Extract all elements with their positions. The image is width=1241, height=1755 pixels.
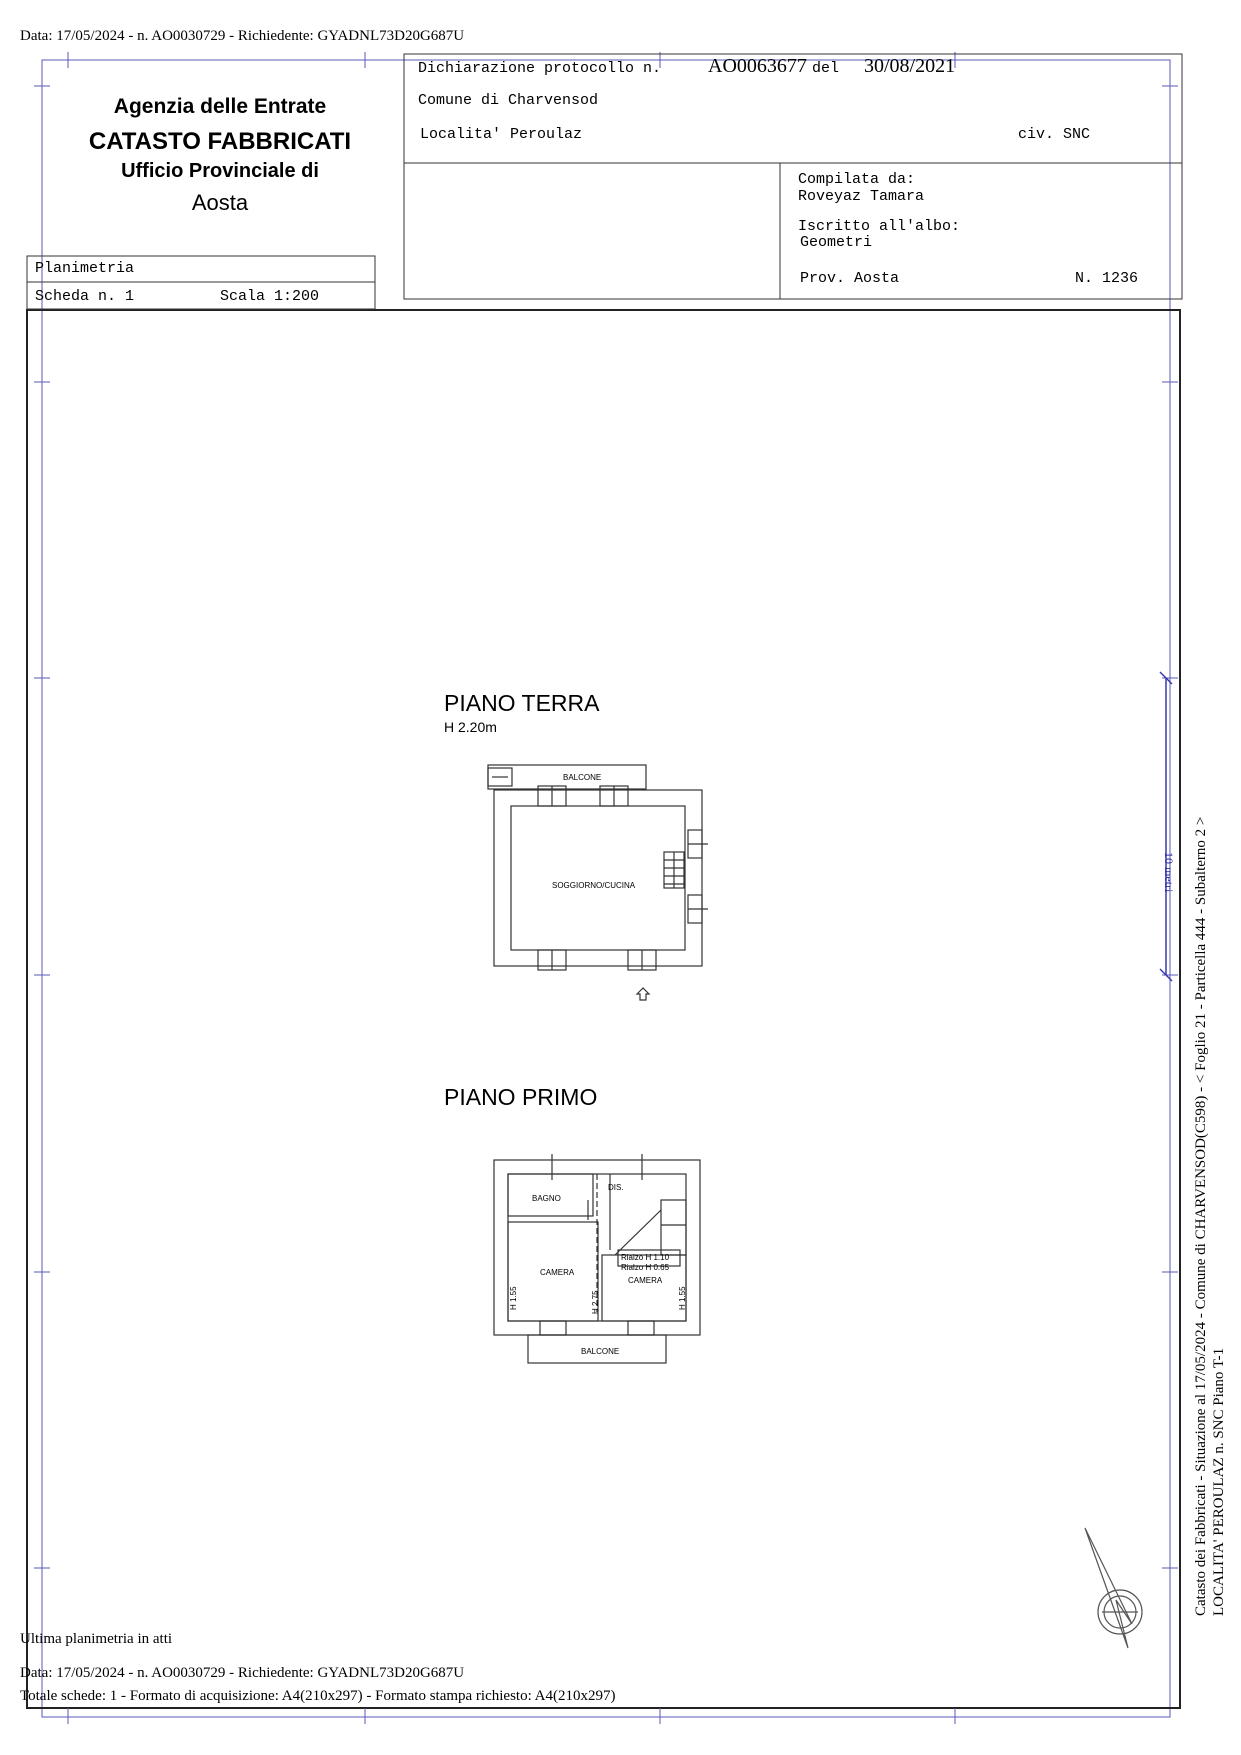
dis-label: DIS.	[608, 1183, 624, 1192]
first-balcony-label: BALCONE	[581, 1347, 620, 1356]
ground-floor-title: PIANO TERRA	[444, 690, 600, 716]
first-floor-plan	[494, 1154, 700, 1363]
del-label: del	[812, 60, 840, 77]
iscrizione-number: N. 1236	[1075, 270, 1139, 287]
localita: Localita' Peroulaz	[420, 126, 583, 143]
civico: civ. SNC	[1018, 126, 1091, 143]
camera1-label: CAMERA	[540, 1268, 575, 1277]
agency-name: Agenzia delle Entrate	[113, 95, 327, 118]
ground-floor-height: H 2.20m	[444, 719, 497, 735]
rialzo1-label: Rialzo H 1.10	[621, 1253, 670, 1262]
north-arrow-icon	[1085, 1528, 1142, 1648]
first-floor-title: PIANO PRIMO	[444, 1084, 598, 1110]
header-line: Data: 17/05/2024 - n. AO0030729 - Richiedente: GYADNL73D20G687U	[20, 28, 465, 44]
catasto-title: CATASTO FABBRICATI	[88, 128, 352, 155]
rialzo2-label: Rialzo H 0.65	[621, 1263, 670, 1272]
protocollo-date: 30/08/2021	[864, 55, 956, 77]
protocollo-number: AO0063677	[708, 55, 807, 77]
provincia: Prov. Aosta	[800, 270, 900, 287]
ground-room-label: SOGGIORNO/CUCINA	[552, 881, 636, 890]
scala-label: Scala 1:200	[220, 288, 320, 305]
ufficio-city: Aosta	[191, 190, 249, 215]
ufficio-label: Ufficio Provinciale di	[121, 160, 319, 182]
side-info-line2: LOCALITA' PEROULAZ n. SNC Piano T-1	[1211, 1347, 1227, 1616]
scale-bar-label: 10 metri	[1162, 852, 1176, 893]
bagno-label: BAGNO	[532, 1194, 561, 1203]
side-info-line1: Catasto dei Fabbricati - Situazione al 17/05/2024 - Comune di CHARVENSOD(C598) - < Foglio 21 - Particella 444 - Subalterno 2 >	[1193, 816, 1209, 1616]
comune: Comune di Charvensod	[418, 92, 599, 109]
camera2-height-label: H 1.55	[678, 1286, 687, 1310]
camera1-height-label: H 1.55	[509, 1286, 518, 1310]
iscritto-label: Iscritto all'albo:	[798, 218, 961, 235]
camera1-height2-label: H 2.75	[591, 1290, 600, 1314]
scheda-label: Scheda n. 1	[35, 288, 135, 305]
footer-totale: Totale schede: 1 - Formato di acquisizione: A4(210x297) - Formato stampa richiesto: A4(210x297)	[20, 1688, 616, 1704]
planimetria-label: Planimetria	[35, 260, 135, 277]
footer-data: Data: 17/05/2024 - n. AO0030729 - Richiedente: GYADNL73D20G687U	[20, 1665, 465, 1681]
footer-last-plan: Ultima planimetria in atti	[20, 1631, 173, 1647]
compiler-name: Roveyaz Tamara	[798, 188, 925, 205]
compilata-label: Compilata da:	[798, 171, 916, 188]
protocollo-label: Dichiarazione protocollo n.	[418, 60, 662, 77]
ground-balcony-label: BALCONE	[563, 773, 602, 782]
albo: Geometri	[800, 234, 873, 251]
camera2-label: CAMERA	[628, 1276, 663, 1285]
